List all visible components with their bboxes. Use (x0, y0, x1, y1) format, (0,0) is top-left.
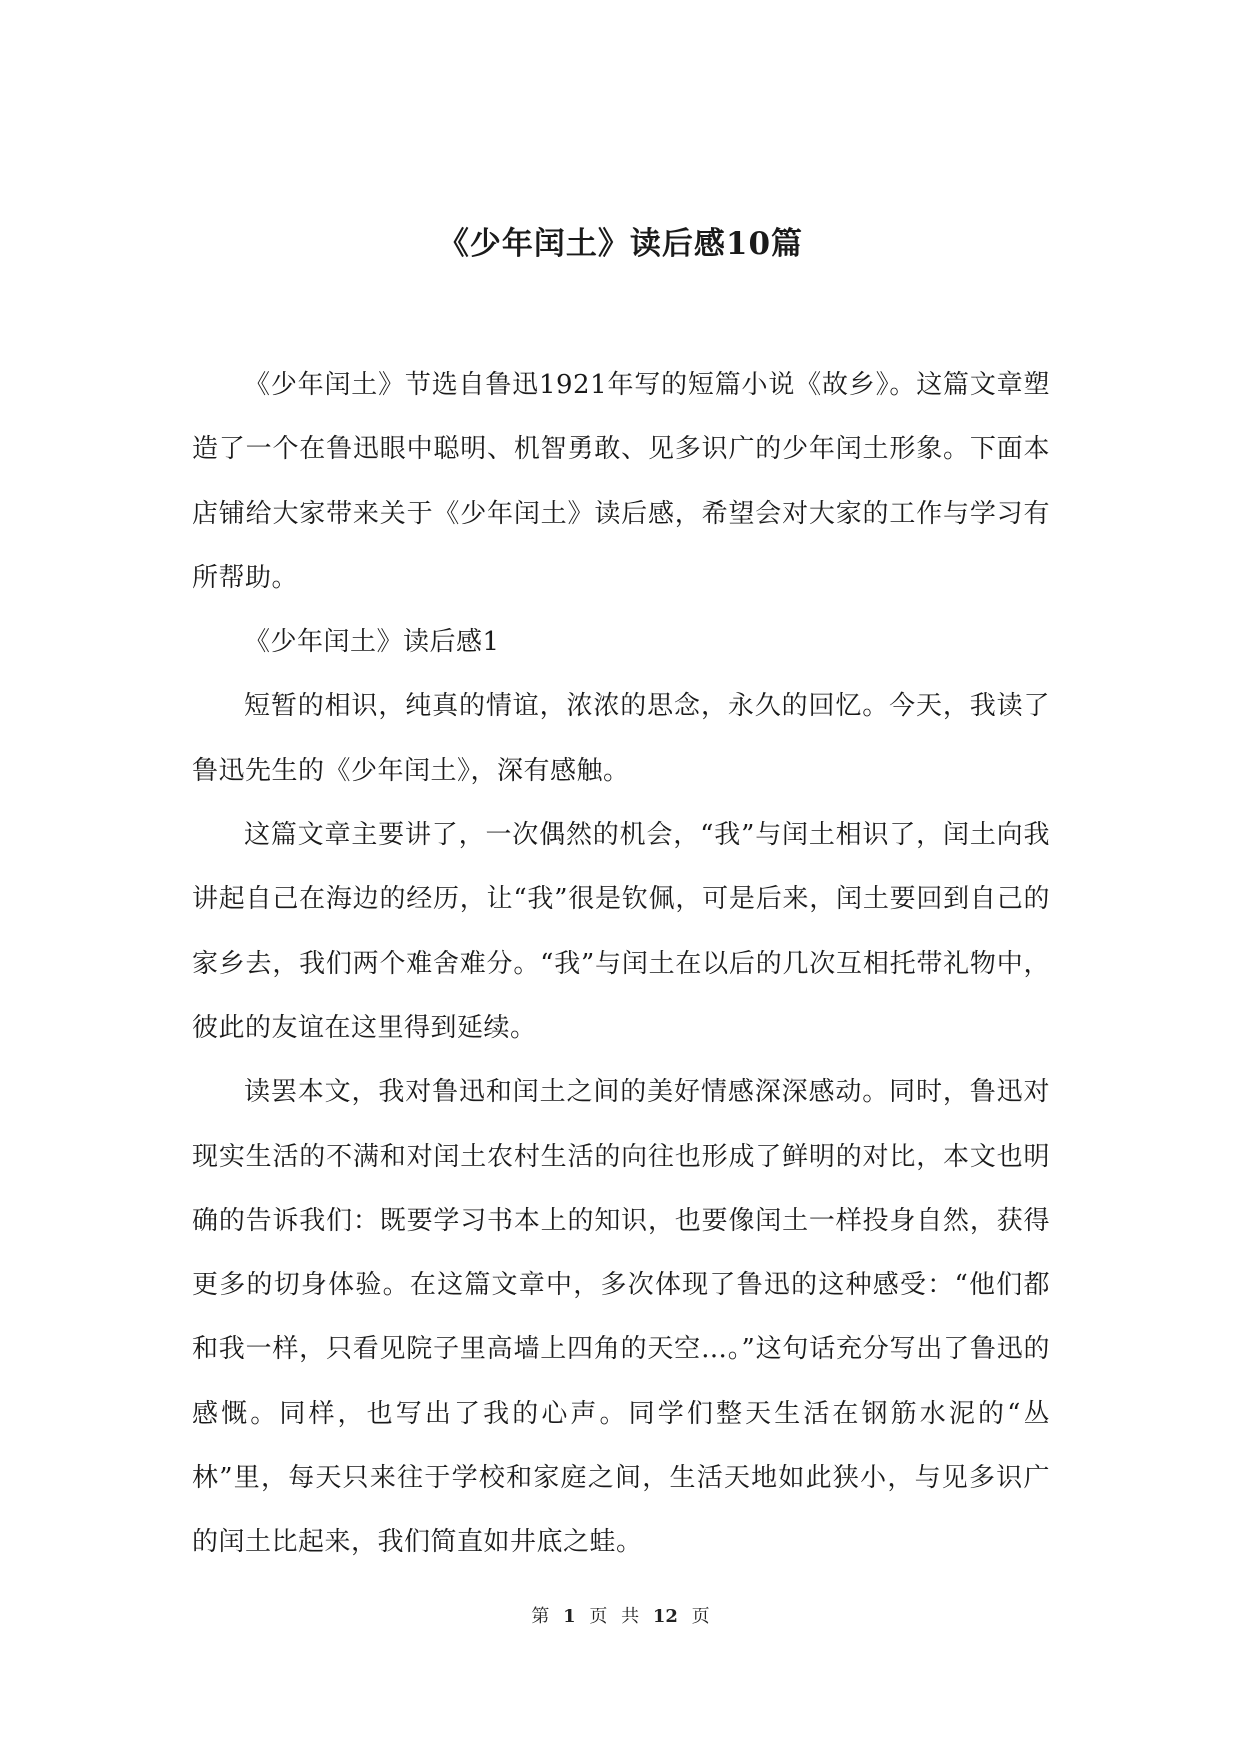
paragraph: 这篇文章主要讲了，一次偶然的机会，“我”与闰土相识了，闰土向我讲起自己在海边的经历，让“我”很是钦佩，可是后来，闰土要回到自己的家乡去，我们两个难舍难分。“我”与闰土在以后的几次互相托带礼物中，彼此的友谊在这里得到延续。 (192, 820, 1050, 1043)
footer-mid1: 页 (589, 1606, 608, 1627)
paragraph: 读罢本文，我对鲁迅和闰土之间的美好情感深深感动。同时，鲁迅对现实生活的不满和对闰土农村生活的向往也形成了鲜明的对比，本文也明确的告诉我们：既要学习书本上的知识，也要像闰土一样投身自然，获得更多的切身体验。在这篇文章中，多次体现了鲁迅的这种感受：“他们都和我一样，只看见院子里高墙上四角的天空…。”这句话充分写出了鲁迅的感慨。同样，也写出了我的心声。同学们整天生活在钢筋水泥的“丛林”里，每天只来往于学校和家庭之间，生活天地如此狭小，与见多识广的闰土比起来，我们简直如井底之蛙。 (192, 1077, 1050, 1558)
section-heading: 《少年闰土》读后感1 (244, 627, 500, 658)
current-page-number: 1 (563, 1606, 576, 1627)
footer-mid2: 共 (621, 1606, 640, 1627)
footer-prefix: 第 (531, 1606, 550, 1627)
document-body (192, 353, 1050, 1575)
footer-suffix: 页 (691, 1606, 710, 1627)
document-title: 《少年闰土》读后感10篇 (437, 226, 804, 262)
paragraph: 短暂的相识，纯真的情谊，浓浓的思念，永久的回忆。今天，我读了鲁迅先生的《少年闰土》，深有感触。 (192, 691, 1050, 786)
total-pages-number: 12 (652, 1606, 678, 1627)
page-footer (0, 1605, 1241, 1629)
paragraph-intro: 《少年闰土》节选自鲁迅1921年写的短篇小说《故乡》。这篇文章塑造了一个在鲁迅眼中聪明、机智勇敢、见多识广的少年闰土形象。下面本店铺给大家带来关于《少年闰土》读后感，希望会对大家的工作与学习有所帮助。 (192, 370, 1050, 593)
